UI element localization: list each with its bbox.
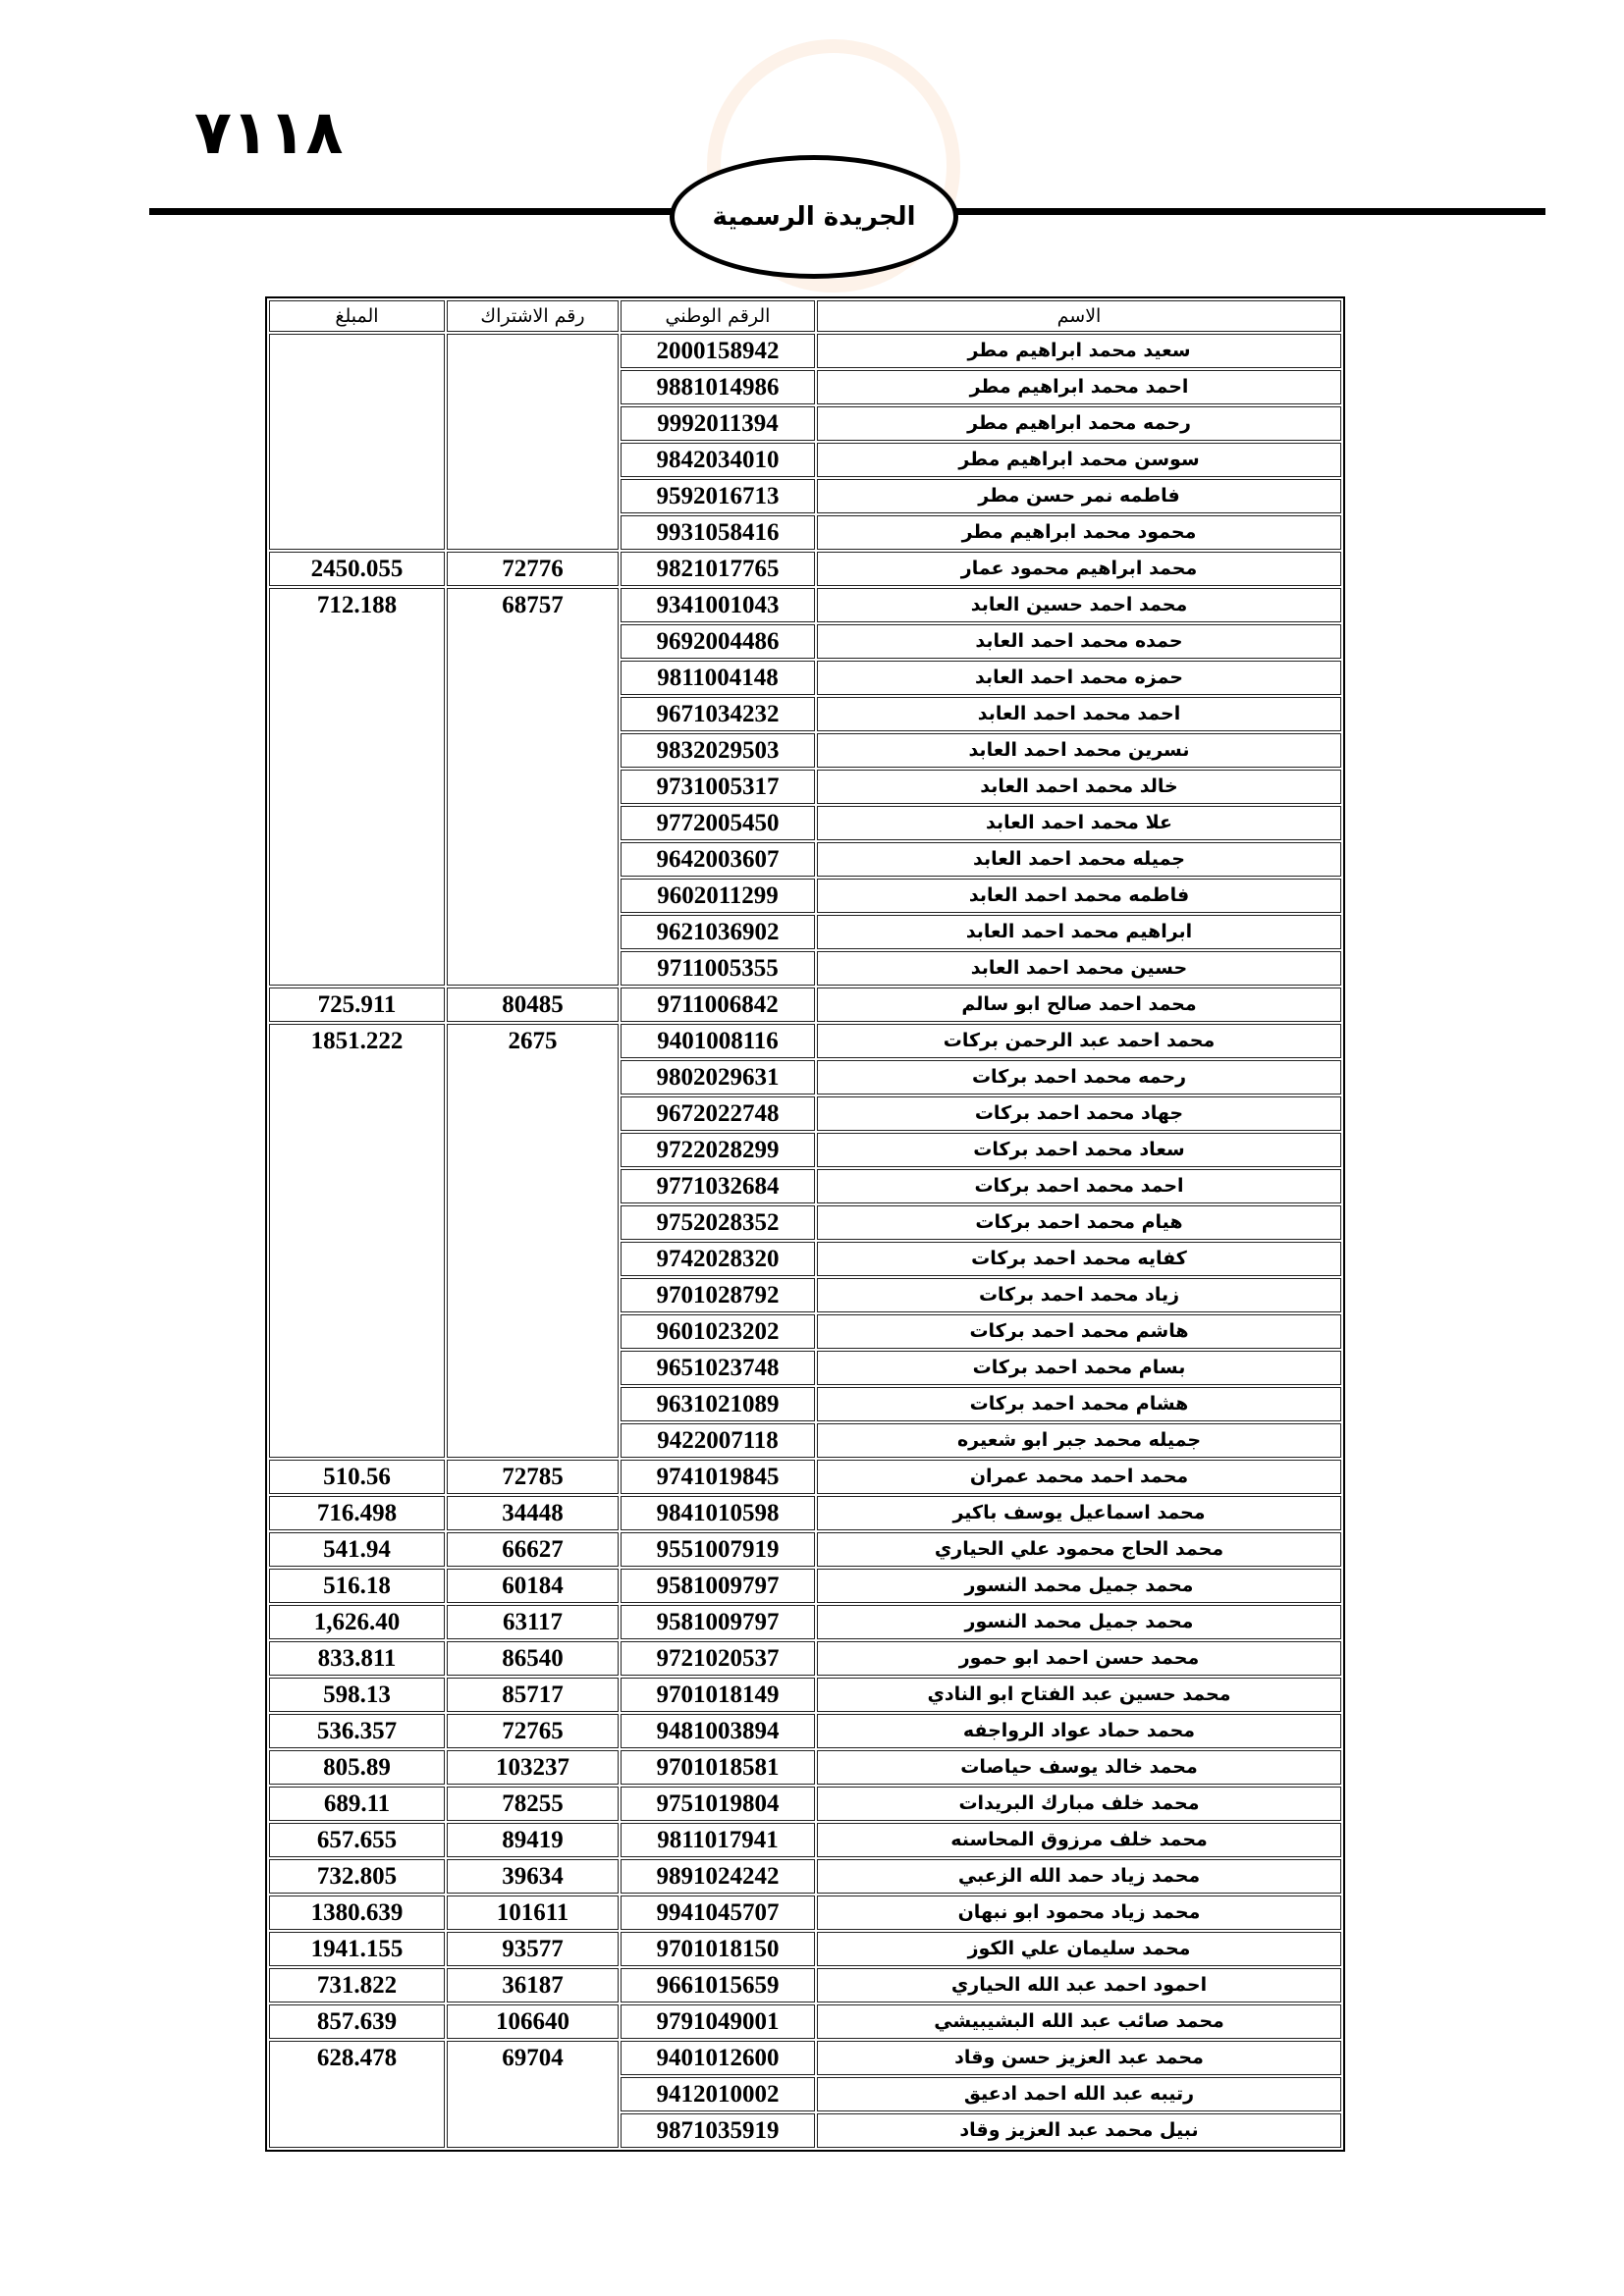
national-id-cell: 9722028299: [621, 1133, 815, 1167]
amount-cell: 1,626.40: [269, 1605, 445, 1639]
name-cell: محمد حماد عواد الرواجفه: [817, 1714, 1341, 1748]
national-id-cell: 9832029503: [621, 733, 815, 768]
name-cell: هشام محمد احمد بركات: [817, 1387, 1341, 1421]
national-id-cell: 9751019804: [621, 1787, 815, 1821]
name-cell: حسين محمد احمد العابد: [817, 951, 1341, 986]
national-id-cell: 9692004486: [621, 624, 815, 659]
subscription-cell: 36187: [447, 1968, 619, 2002]
subscription-cell: 93577: [447, 1932, 619, 1966]
name-cell: هيام محمد احمد بركات: [817, 1205, 1341, 1240]
national-id-cell: 9772005450: [621, 806, 815, 840]
name-cell: خالد محمد احمد العابد: [817, 770, 1341, 804]
name-cell: محمد زياد حمد الله الزعبي: [817, 1859, 1341, 1894]
subscription-cell: 89419: [447, 1823, 619, 1857]
national-id-cell: 9842034010: [621, 443, 815, 477]
subscription-cell: 72765: [447, 1714, 619, 1748]
national-id-cell: 9401012600: [621, 2041, 815, 2075]
national-id-cell: 9481003894: [621, 1714, 815, 1748]
subscription-cell: 101611: [447, 1896, 619, 1930]
subscription-cell: 60184: [447, 1569, 619, 1603]
national-id-cell: 9771032684: [621, 1169, 815, 1203]
name-cell: محمد حسن احمد ابو حمور: [817, 1641, 1341, 1676]
subscription-cell: 80485: [447, 988, 619, 1022]
national-id-cell: 9581009797: [621, 1605, 815, 1639]
amount-cell: 857.639: [269, 2004, 445, 2039]
name-cell: نسرين محمد احمد العابد: [817, 733, 1341, 768]
national-id-cell: 9701018150: [621, 1932, 815, 1966]
amount-cell: [269, 334, 445, 550]
national-id-cell: 9811017941: [621, 1823, 815, 1857]
table-row: [269, 334, 1341, 368]
amount-cell: 1941.155: [269, 1932, 445, 1966]
name-cell: احمود احمد عبد الله الحياري: [817, 1968, 1341, 2002]
national-id-cell: 9592016713: [621, 479, 815, 513]
name-cell: محمد خلف مبارك البريدات: [817, 1787, 1341, 1821]
table-header-row: [269, 300, 1341, 332]
subscription-cell: 103237: [447, 1750, 619, 1785]
amount-cell: 725.911: [269, 988, 445, 1022]
name-cell: نبيل محمد عبد العزيز وقاد: [817, 2113, 1341, 2148]
name-cell: هاشم محمد احمد بركات: [817, 1314, 1341, 1349]
national-id-cell: 9412010002: [621, 2077, 815, 2111]
name-cell: احمد محمد احمد العابد: [817, 697, 1341, 731]
national-id-cell: 9891024242: [621, 1859, 815, 1894]
national-id-cell: 9551007919: [621, 1532, 815, 1567]
amount-cell: 536.357: [269, 1714, 445, 1748]
column-header-subscription: رقم الاشتراك: [447, 300, 619, 332]
amount-cell: 1851.222: [269, 1024, 445, 1458]
national-id-cell: 9711006842: [621, 988, 815, 1022]
subscription-cell: 68757: [447, 588, 619, 986]
national-id-cell: 9631021089: [621, 1387, 815, 1421]
name-cell: سعاد محمد احمد بركات: [817, 1133, 1341, 1167]
name-cell: محمد زياد محمود ابو نبهان: [817, 1896, 1341, 1930]
national-id-cell: 9811004148: [621, 661, 815, 695]
name-cell: احمد محمد ابراهيم مطر: [817, 370, 1341, 404]
national-id-cell: 9341001043: [621, 588, 815, 622]
amount-cell: 541.94: [269, 1532, 445, 1567]
national-id-cell: 9401008116: [621, 1024, 815, 1058]
amount-cell: 598.13: [269, 1678, 445, 1712]
table-row: [269, 1787, 1341, 1821]
table-row: [269, 1823, 1341, 1857]
gazette-title-oval: [670, 155, 958, 279]
national-id-cell: 9651023748: [621, 1351, 815, 1385]
gazette-title: الجريدة الرسمية: [712, 202, 916, 232]
name-cell: محمد جميل محمد النسور: [817, 1605, 1341, 1639]
national-id-cell: 9992011394: [621, 406, 815, 441]
national-id-cell: 9602011299: [621, 879, 815, 913]
column-header-national-id: الرقم الوطني: [621, 300, 815, 332]
name-cell: رتيبه عبد الله احمد ادعيق: [817, 2077, 1341, 2111]
name-cell: علا محمد احمد العابد: [817, 806, 1341, 840]
table-row: [269, 1750, 1341, 1785]
subscription-cell: 2675: [447, 1024, 619, 1458]
national-id-cell: 9701018149: [621, 1678, 815, 1712]
subscription-cell: 106640: [447, 2004, 619, 2039]
name-cell: محمد اسماعيل يوسف باكير: [817, 1496, 1341, 1530]
name-cell: محمد احمد حسين العابد: [817, 588, 1341, 622]
subscription-cell: 66627: [447, 1532, 619, 1567]
national-id-cell: 9701018581: [621, 1750, 815, 1785]
national-id-cell: 9752028352: [621, 1205, 815, 1240]
table-row: [269, 2041, 1341, 2075]
subscription-cell: [447, 334, 619, 550]
national-id-cell: 9601023202: [621, 1314, 815, 1349]
name-cell: جميله محمد احمد العابد: [817, 842, 1341, 877]
national-id-cell: 9931058416: [621, 515, 815, 550]
subscription-cell: 34448: [447, 1496, 619, 1530]
name-cell: محمد صائب عبد الله البشيبيشي: [817, 2004, 1341, 2039]
amount-cell: 833.811: [269, 1641, 445, 1676]
national-id-cell: 9642003607: [621, 842, 815, 877]
name-cell: جميله محمد جبر ابو شعيره: [817, 1423, 1341, 1458]
name-cell: محمد احمد صالح ابو سالم: [817, 988, 1341, 1022]
national-id-cell: 9741019845: [621, 1460, 815, 1494]
name-cell: فاطمه محمد احمد العابد: [817, 879, 1341, 913]
table-body: [269, 334, 1341, 2148]
name-cell: محمد خلف مرزوق المحاسنه: [817, 1823, 1341, 1857]
national-id-cell: 9581009797: [621, 1569, 815, 1603]
name-cell: محمد احمد محمد عمران: [817, 1460, 1341, 1494]
national-id-cell: 9422007118: [621, 1423, 815, 1458]
subscribers-table: [265, 296, 1345, 2152]
national-id-cell: 9621036902: [621, 915, 815, 949]
amount-cell: 732.805: [269, 1859, 445, 1894]
national-id-cell: 9711005355: [621, 951, 815, 986]
national-id-cell: 9941045707: [621, 1896, 815, 1930]
name-cell: محمود محمد ابراهيم مطر: [817, 515, 1341, 550]
table-row: [269, 2004, 1341, 2039]
name-cell: محمد عبد العزيز حسن وقاد: [817, 2041, 1341, 2075]
national-id-cell: 9731005317: [621, 770, 815, 804]
name-cell: رحمه محمد احمد بركات: [817, 1060, 1341, 1095]
subscription-cell: 63117: [447, 1605, 619, 1639]
national-id-cell: 9661015659: [621, 1968, 815, 2002]
table-row: [269, 588, 1341, 622]
national-id-cell: 9881014986: [621, 370, 815, 404]
national-id-cell: 9871035919: [621, 2113, 815, 2148]
name-cell: رحمه محمد ابراهيم مطر: [817, 406, 1341, 441]
table-row: [269, 1605, 1341, 1639]
table-row: [269, 1714, 1341, 1748]
name-cell: سوسن محمد ابراهيم مطر: [817, 443, 1341, 477]
name-cell: كفايه محمد احمد بركات: [817, 1242, 1341, 1276]
name-cell: محمد احمد عبد الرحمن بركات: [817, 1024, 1341, 1058]
name-cell: محمد الحاج محمود علي الحياري: [817, 1532, 1341, 1567]
amount-cell: 628.478: [269, 2041, 445, 2148]
name-cell: حمزه محمد احمد العابد: [817, 661, 1341, 695]
amount-cell: 805.89: [269, 1750, 445, 1785]
national-id-cell: 9672022748: [621, 1096, 815, 1131]
amount-cell: 2450.055: [269, 552, 445, 586]
table-row: [269, 1932, 1341, 1966]
name-cell: بسام محمد احمد بركات: [817, 1351, 1341, 1385]
name-cell: فاطمه نمر حسن مطر: [817, 479, 1341, 513]
name-cell: محمد ابراهيم محمود عمار: [817, 552, 1341, 586]
national-id-cell: 9791049001: [621, 2004, 815, 2039]
table-row: [269, 1968, 1341, 2002]
table-row: [269, 1569, 1341, 1603]
amount-cell: 1380.639: [269, 1896, 445, 1930]
subscription-cell: 72785: [447, 1460, 619, 1494]
table-row: [269, 1641, 1341, 1676]
name-cell: سعيد محمد ابراهيم مطر: [817, 334, 1341, 368]
table-row: [269, 988, 1341, 1022]
amount-cell: 510.56: [269, 1460, 445, 1494]
name-cell: محمد خالد يوسف حياصات: [817, 1750, 1341, 1785]
column-header-name: الاسم: [817, 300, 1341, 332]
page-number: ٧١١٨: [194, 96, 344, 168]
name-cell: محمد سليمان علي الكوز: [817, 1932, 1341, 1966]
name-cell: احمد محمد احمد بركات: [817, 1169, 1341, 1203]
table-row: [269, 1460, 1341, 1494]
national-id-cell: 9841010598: [621, 1496, 815, 1530]
amount-cell: 657.655: [269, 1823, 445, 1857]
national-id-cell: 9821017765: [621, 552, 815, 586]
amount-cell: 731.822: [269, 1968, 445, 2002]
national-id-cell: 9671034232: [621, 697, 815, 731]
name-cell: حمده محمد احمد العابد: [817, 624, 1341, 659]
table-row: [269, 1532, 1341, 1567]
name-cell: محمد حسين عبد الفتاح ابو النادي: [817, 1678, 1341, 1712]
column-header-amount: المبلغ: [269, 300, 445, 332]
table-row: [269, 1496, 1341, 1530]
subscription-cell: 78255: [447, 1787, 619, 1821]
name-cell: جهاد محمد احمد بركات: [817, 1096, 1341, 1131]
table-row: [269, 1678, 1341, 1712]
amount-cell: 516.18: [269, 1569, 445, 1603]
name-cell: زياد محمد احمد بركات: [817, 1278, 1341, 1312]
national-id-cell: 2000158942: [621, 334, 815, 368]
subscription-cell: 69704: [447, 2041, 619, 2148]
subscription-cell: 39634: [447, 1859, 619, 1894]
table-row: [269, 1859, 1341, 1894]
table-row: [269, 1896, 1341, 1930]
subscription-cell: 86540: [447, 1641, 619, 1676]
amount-cell: 712.188: [269, 588, 445, 986]
national-id-cell: 9742028320: [621, 1242, 815, 1276]
subscription-cell: 72776: [447, 552, 619, 586]
national-id-cell: 9802029631: [621, 1060, 815, 1095]
subscription-cell: 85717: [447, 1678, 619, 1712]
table-row: [269, 1024, 1341, 1058]
amount-cell: 716.498: [269, 1496, 445, 1530]
national-id-cell: 9701028792: [621, 1278, 815, 1312]
national-id-cell: 9721020537: [621, 1641, 815, 1676]
amount-cell: 689.11: [269, 1787, 445, 1821]
table-row: [269, 552, 1341, 586]
name-cell: ابراهيم محمد احمد العابد: [817, 915, 1341, 949]
name-cell: محمد جميل محمد النسور: [817, 1569, 1341, 1603]
